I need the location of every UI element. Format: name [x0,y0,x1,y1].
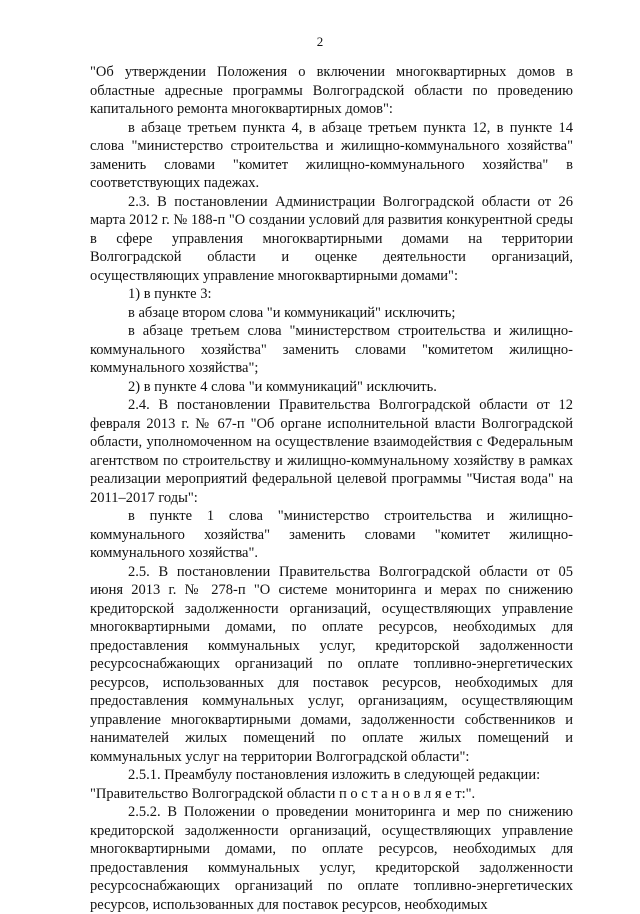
paragraph-item-1-abzac-2: в абзаце втором слова "и коммуникаций" исключить; [128,304,456,321]
paragraph-section-2-5: 2.5. В постановлении Правительства Волгоградской области от 05 июня 2013 г. № 278-п "О системе мониторинга и мерах по снижению кредиторской задолженности организаций, осуществляющих управление многоквартирными домами, по оплате ресурсов, необходимых для предоставления коммунальных услуг, кредиторской задолженности ресурсоснабжающих организаций по оплате топливно-энергетических ресурсов, использованных для поставок ресурсов, необходимых для предоставления коммунальных услуг, организациям, осуществляющим управление многоквартирными домами, задолженности собственников и нанимателей жилых помещений по оплате жилых помещений и коммунальных услуг на территории Волгоградской области": [90,563,573,765]
paragraph-section-2-5-1: 2.5.1. Преамбулу постановления изложить в следующей редакции: [128,767,541,783]
paragraph-preamble-text: "Правительство Волгоградской области п о с т а н о в л я е т:". [90,785,476,802]
paragraph-section-2-4: 2.4. В постановлении Правительства Волгоградской области от 12 февраля 2013 г. № 67-п "Об органе исполнительной власти Волгоградской области, уполномоченном на осуществление взаимодействия с Федеральным агентством по строительству и жилищно-коммунальному хозяйству в рамках реализации мероприятий федеральной целевой программы "Чистая вода" на 2011–2017 годы": [90,397,573,506]
paragraph-section-2-3: 2.3. В постановлении Администрации Волгоградской области от 26 марта 2012 г. № 188-п "О создании условий для развития конкурентной среды в сфере управления многоквартирными домами на территории Волгоградской области и оценке деятельности организаций, осуществляющих управление многоквартирными домами": [90,193,573,284]
paragraph-item-1: 1) в пункте 3: [128,286,212,302]
paragraph-section-2-5-2: 2.5.2. В Положении о проведении мониторинга и мер по снижению кредиторской задолженности организаций, осуществляющих управление многоквартирными домами, по оплате ресурсов, необходимых для предоставления коммунальных услуг, кредиторской задолженности ресурсоснабжающих организаций по оплате топливно-энергетических ресурсов, использованных для поставок ресурсов, необходимых [90,804,573,913]
paragraph-item-1-abzac-3: в абзаце третьем слова "министерством строительства и жилищно-коммунального хозяйства" заменить словами "комитетом жилищно-коммунального хозяйства"; [90,323,573,376]
page-number: 2 [316,34,324,49]
paragraph-section-2-4-point-1: в пункте 1 слова "министерство строительства и жилищно-коммунального хозяйства" заменить словами "комитет жилищно-коммунального хозяйства". [90,508,573,561]
paragraph-intro: "Об утверждении Положения о включении многоквартирных домов в областные адресные программы Волгоградской области по проведению капитального ремонта многоквартирных домов": [90,64,573,117]
paragraph-item-2: 2) в пункте 4 слова "и коммуникаций" исключить. [128,378,437,395]
paragraph-amendment-14: в абзаце третьем пункта 4, в абзаце третьем пункта 12, в пункте 14 слова "министерство строительства и жилищно-коммунального хозяйства" заменить словами "комитет жилищно-коммунального хозяйства" в соответствующих падежах. [90,119,573,191]
document-body [90,63,573,914]
